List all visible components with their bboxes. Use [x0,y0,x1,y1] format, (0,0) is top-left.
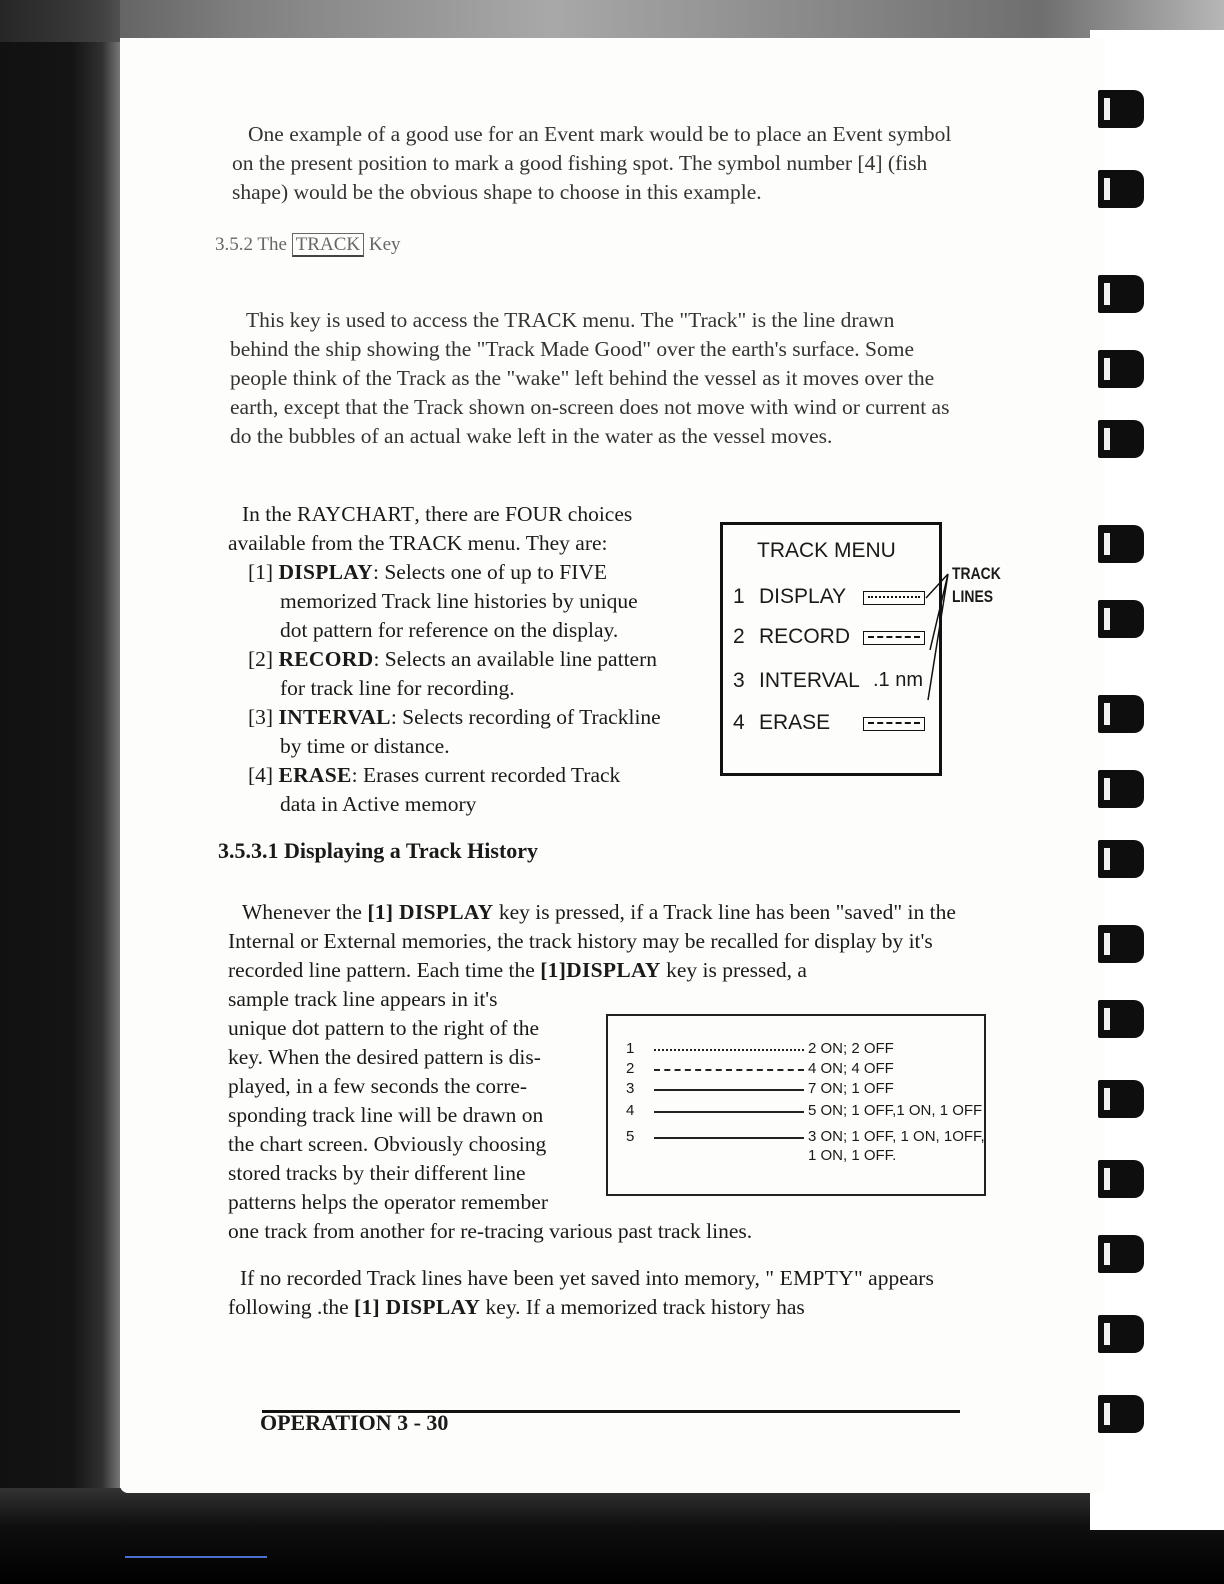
binder-index-tabs [1098,70,1158,1450]
menu-row-interval: 3 INTERVAL .1 nm [733,669,924,692]
line-pattern-swatch [863,591,925,605]
choices-intro: In the RAYCHART, there are FOUR choices available from the TRACK menu. They are: [228,502,633,555]
page-footer: OPERATION 3 - 30 [260,1410,449,1435]
track-menu-figure [720,522,942,776]
legend-row: 5 3 ON; 1 OFF, 1 ON, 1OFF, 1 ON, 1 OFF. [626,1128,985,1164]
track-pattern-legend [606,1014,986,1196]
track-description-paragraph: This key is used to access the TRACK menu. The "Track" is the line drawn behind the ship showing the "Track Made Good" over the earth's surface. Some people think of the Track as the "wake" left behind the vessel as it moves over the earth, except that the Track shown on-screen does not move with wind or current as do the bubbles of an actual wake left in the water as the vessel moves. [230,308,950,448]
menu-row-erase: 4 ERASE [733,711,933,739]
track-menu-choices: In the RAYCHART, there are FOUR choices available from the TRACK menu. They are: [1] DISPLAY: Selects one of up to FIVE memorized Track line histories by unique dot pattern for reference on the display. [2] RECORD: Selects an available line pattern for track line for recording. [3] INTERVAL: Selects recording of Trackline by time or distance. [4] ERASE: Erases current recorded Track data in Active memory [228,500,698,819]
choice-record: [2] RECORD: Selects an available line pattern [248,647,658,671]
scan-artifact-line [125,1556,267,1558]
empty-paragraph: If no recorded Track lines have been yet saved into memory, " EMPTY" appears following .the [1] DISPLAY key. If a memorized track history has [228,1266,934,1319]
track-menu-title: TRACK MENU [757,539,896,562]
legend-row: 4 5 ON; 1 OFF,1 ON, 1 OFF [626,1102,983,1119]
scan-border-bottom [0,1488,1224,1584]
section-heading-track-key: 3.5.2 The TRACK Key [215,234,401,255]
scan-border-left [0,0,120,1584]
display-paragraph-lead: Whenever the [1] DISPLAY key is pressed, if a Track line has been "saved" in the Internal or External memories, the track history may be recalled for display by it's recorded line pattern. Each time the [1]DISPLAY key is pressed, a [228,900,956,982]
menu-row-record: 2 RECORD [733,625,933,653]
choice-interval: [3] INTERVAL: Selects recording of Trackline [248,705,661,729]
line-pattern-swatch [863,717,925,731]
display-paragraph-wrap: sample track line appears in it's unique dot pattern to the right of the key. When the desired pattern is dis- played, in a few seconds the corre- sponding track line will be drawn on the chart screen. Obviously choosing stored tracks by their different line patterns helps the operator remember one track from another for re-tracing various past track lines. [228,987,753,1243]
menu-row-display: 1 DISPLAY [733,585,933,613]
choice-display: [1] DISPLAY: Selects one of up to FIVE [248,560,608,584]
intro-paragraph: One example of a good use for an Event mark would be to place an Event symbol on the present position to mark a good fishing spot. The symbol number [4] (fish shape) would be the obvious shape to choose in this example. [232,122,952,204]
choice-erase: [4] ERASE: Erases current recorded Track [248,763,621,787]
track-lines-label: TRACK LINES [952,564,1001,606]
legend-row: 1 2 ON; 2 OFF [626,1040,894,1057]
line-pattern-swatch [863,631,925,645]
scan-border-top [0,0,1224,42]
section-heading-displaying-track-history: 3.5.3.1 Displaying a Track History [218,838,539,863]
track-keycap: TRACK [292,233,364,257]
legend-row: 2 4 ON; 4 OFF [626,1060,894,1077]
legend-row: 3 7 ON; 1 OFF [626,1080,894,1097]
